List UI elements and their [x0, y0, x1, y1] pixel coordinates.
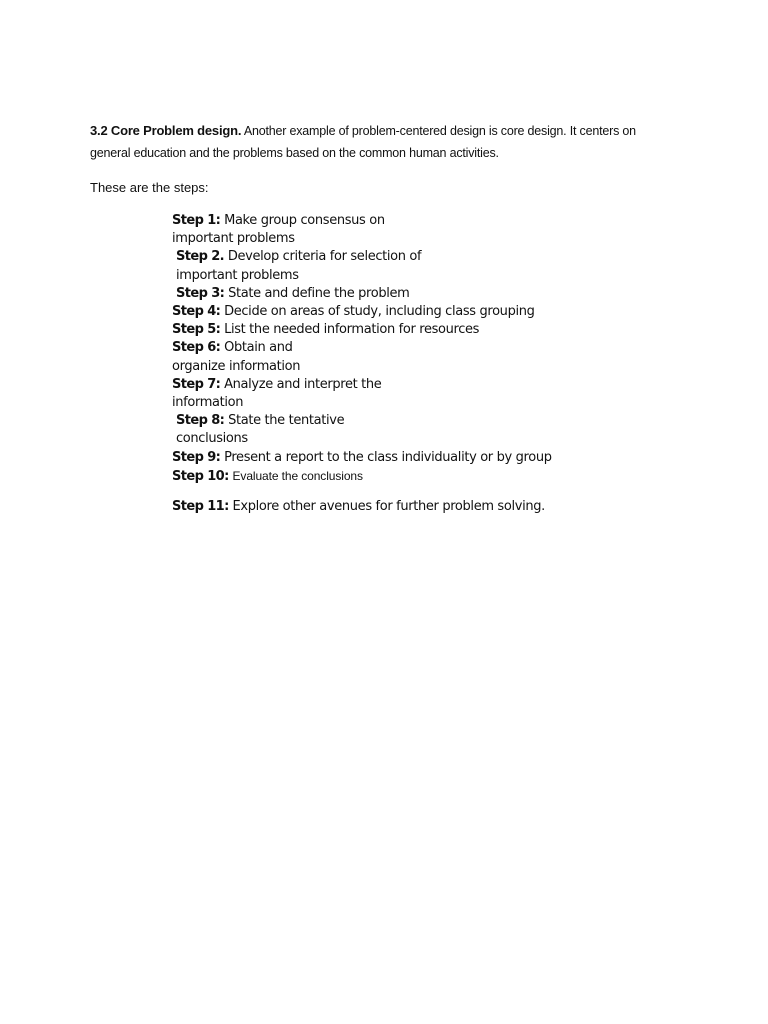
step-text: Explore other avenues for further problem solving. — [232, 499, 545, 515]
step-label: Step 6: — [172, 340, 221, 356]
step-item — [172, 303, 572, 321]
step-item — [172, 212, 572, 248]
section-heading: 3.2 Core Problem design. — [90, 123, 242, 138]
step-text: State and define the problem — [228, 285, 410, 301]
step-text: List the needed information for resources — [224, 322, 480, 338]
step-item — [172, 339, 572, 375]
step-label: Step 5: — [172, 322, 221, 338]
step-text: Obtain and organize information — [172, 340, 301, 374]
step-label: Step 1: — [172, 213, 221, 228]
step-text: Evaluate the conclusions — [232, 468, 363, 483]
intro-paragraph — [90, 120, 670, 164]
step-item — [172, 467, 572, 486]
step-item — [172, 321, 572, 339]
step-label: Step 11: — [172, 499, 229, 515]
steps-lead-text: These are the steps: — [90, 180, 209, 195]
steps-list — [172, 212, 572, 516]
step-item — [172, 248, 572, 284]
step-label: Step 10: — [172, 468, 229, 484]
step-text: Develop criteria for selection of important problems — [176, 249, 422, 283]
step-text: Decide on areas of study, including class grouping — [224, 304, 535, 320]
step-item — [172, 449, 572, 467]
step-item — [172, 412, 572, 448]
step-label: Step 7: — [172, 376, 221, 392]
step-label: Step 8: — [176, 413, 225, 429]
step-item — [172, 498, 572, 516]
step-label: Step 2. — [176, 249, 225, 265]
step-text: Make group consensus on important problems — [172, 213, 385, 247]
step-text: Present a report to the class individuality or by group — [224, 449, 552, 465]
step-label: Step 4: — [172, 304, 221, 320]
step-label: Step 9: — [172, 449, 221, 465]
step-item — [172, 285, 572, 303]
step-item — [172, 376, 572, 412]
step-label: Step 3: — [176, 285, 225, 301]
intro-text: Another example of problem-centered design is core design. It centers on general education and the problems based on the common human activities. — [90, 124, 636, 160]
step-text: Analyze and interpret the information — [172, 376, 382, 411]
step-text: State the tentative conclusions — [176, 413, 345, 447]
